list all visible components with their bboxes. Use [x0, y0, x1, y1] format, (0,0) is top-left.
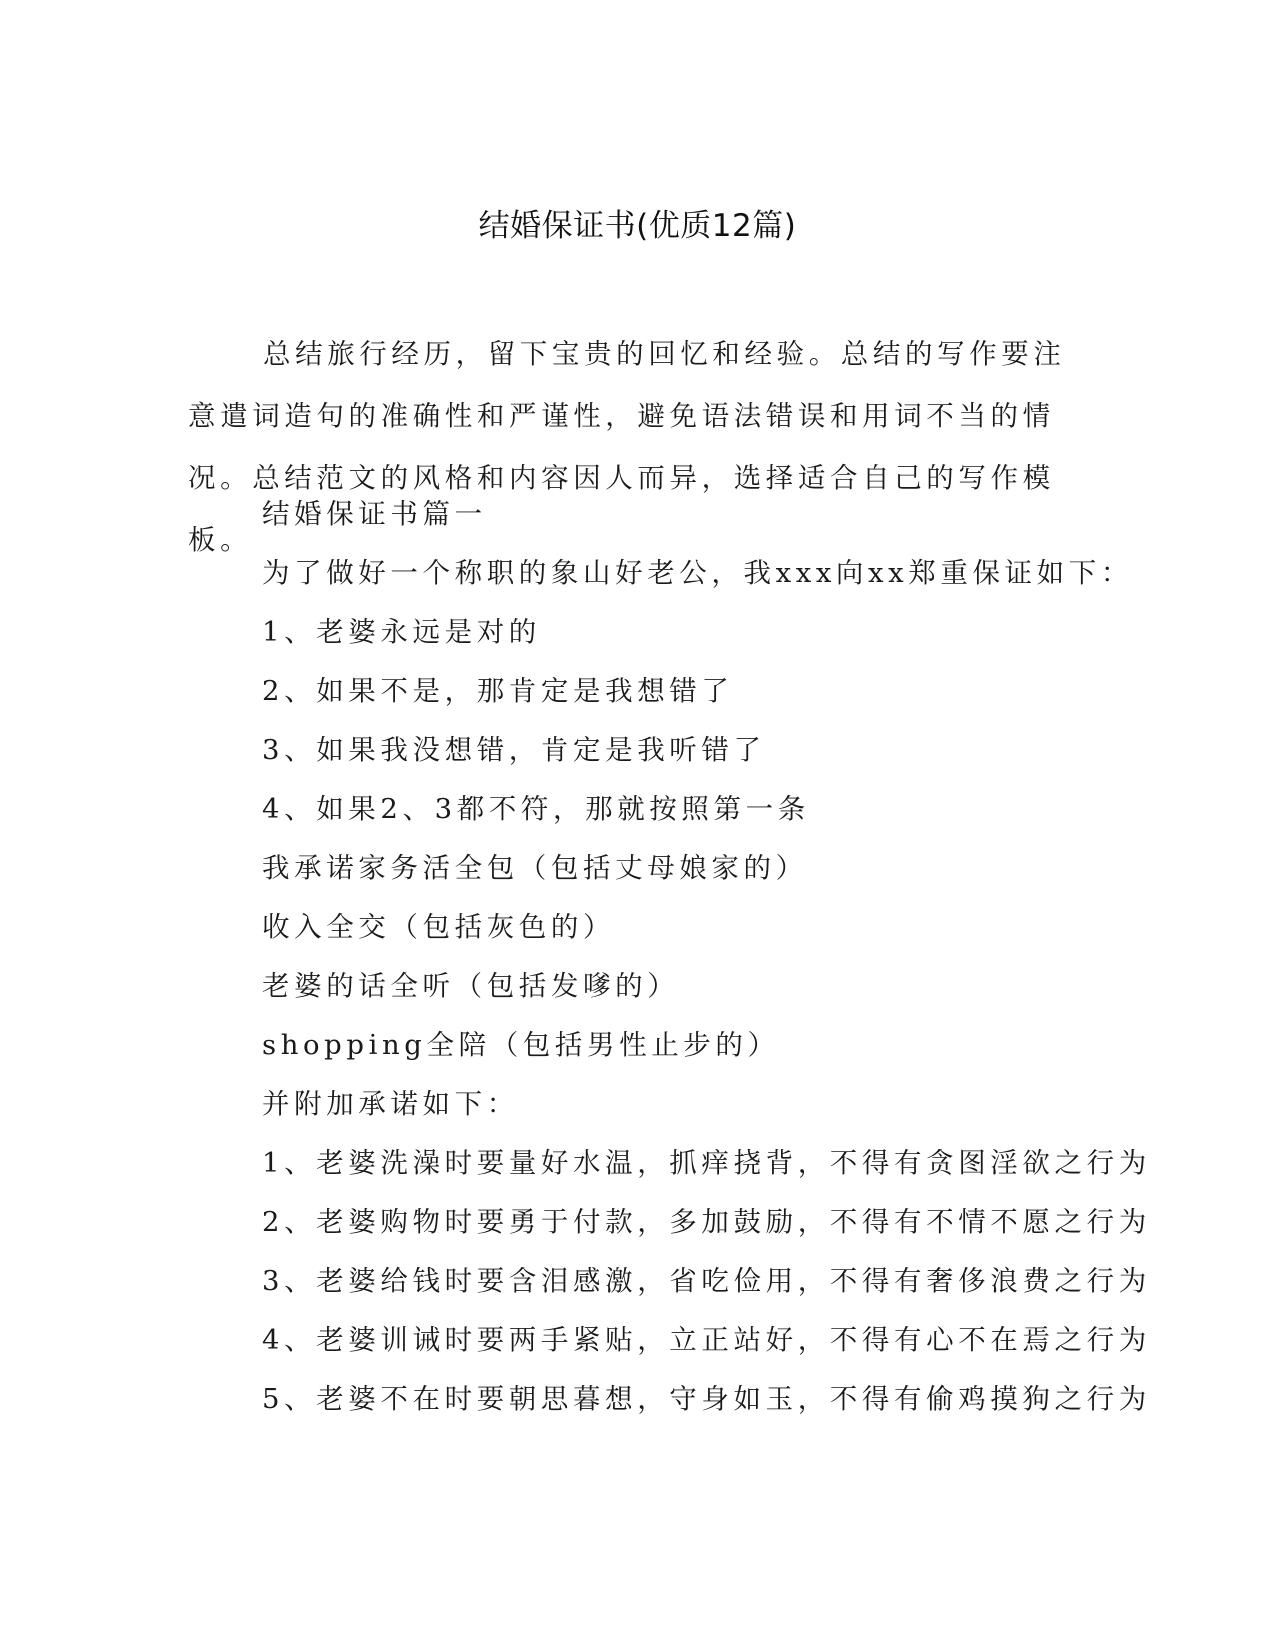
promise-item: shopping全陪（包括男性止步的） — [262, 1029, 780, 1061]
additional-item: 5、老婆不在时要朝思暮想，守身如玉，不得有偷鸡摸狗之行为 — [262, 1383, 1151, 1415]
rule-item: 4、如果2、3都不符，那就按照第一条 — [262, 793, 810, 825]
additional-item: 2、老婆购物时要勇于付款，多加鼓励，不得有不情不愿之行为 — [262, 1206, 1151, 1238]
section-heading: 结婚保证书篇一 — [262, 498, 487, 530]
rule-item: 2、如果不是，那肯定是我想错了 — [262, 675, 734, 707]
additional-item: 1、老婆洗澡时要量好水温，抓痒挠背，不得有贪图淫欲之行为 — [262, 1147, 1151, 1179]
additional-heading: 并附加承诺如下： — [262, 1088, 519, 1120]
promise-item: 老婆的话全听（包括发嗲的） — [262, 970, 680, 1002]
lead-sentence: 为了做好一个称职的象山好老公，我xxx向xx郑重保证如下： — [262, 557, 1133, 589]
document-title: 结婚保证书(优质12篇) — [478, 208, 797, 244]
additional-item: 4、老婆训诫时要两手紧贴，立正站好，不得有心不在焉之行为 — [262, 1324, 1151, 1356]
promise-item: 收入全交（包括灰色的） — [262, 911, 616, 943]
additional-item: 3、老婆给钱时要含泪感激，省吃俭用，不得有奢侈浪费之行为 — [262, 1265, 1151, 1297]
rule-item: 3、如果我没想错，肯定是我听错了 — [262, 734, 766, 766]
promise-item: 我承诺家务活全包（包括丈母娘家的） — [262, 852, 808, 884]
intro-paragraph: 总结旅行经历，留下宝贵的回忆和经验。总结的写作要注意遣词造句的准确性和严谨性，避免语法错误和用词不当的情况。总结范文的风格和内容因人而异，选择适合自己的写作模板。 — [188, 338, 1066, 556]
rule-item: 1、老婆永远是对的 — [262, 616, 541, 648]
